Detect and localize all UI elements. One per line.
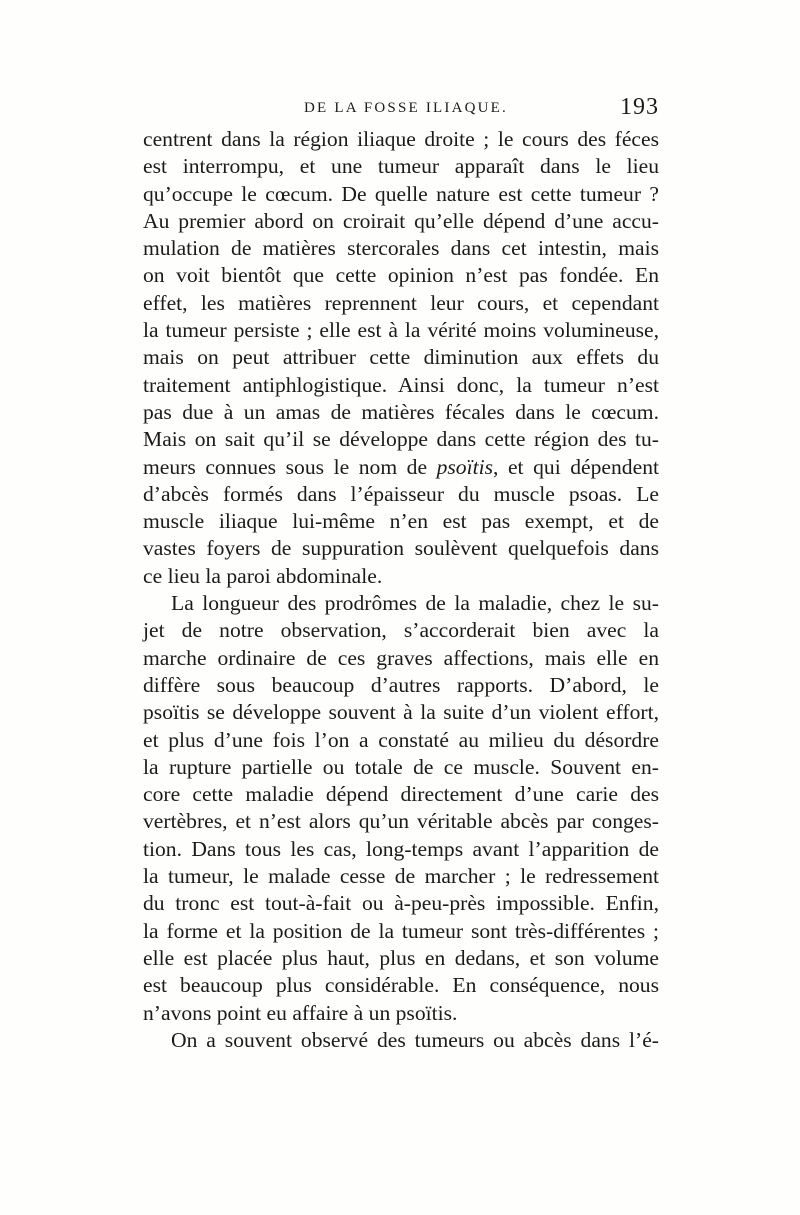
paragraph-start-line: La longueur des prodrômes de la maladie, chez le su- bbox=[171, 591, 659, 616]
paragraph-end-line: n’avons point eu affaire à un psoïtis. bbox=[143, 1000, 458, 1025]
text-line: du tronc est tout-à-fait ou à-peu-près impossible. Enfin, bbox=[143, 891, 659, 916]
text-line: marche ordinaire de ces graves affections, mais elle en bbox=[143, 645, 659, 670]
running-head bbox=[143, 94, 659, 124]
text-line: effet, les matières reprennent leur cours, et cependant bbox=[143, 290, 659, 315]
text-line: la tumeur, le malade cesse de marcher ; le redressement bbox=[143, 864, 659, 889]
text-line: on voit bientôt que cette opinion n’est pas fondée. En bbox=[143, 263, 659, 288]
italic-term: psoïtis bbox=[436, 454, 494, 479]
text-line: est interrompu, et une tumeur apparaît dans le lieu bbox=[143, 154, 659, 179]
text-line: Mais on sait qu’il se développe dans cette région des tu- bbox=[143, 427, 659, 452]
text-line: core cette maladie dépend directement d’une carie des bbox=[143, 782, 659, 807]
text-line: vastes foyers de suppuration soulèvent quelquefois dans bbox=[143, 536, 659, 561]
paragraph-start-line: On a souvent observé des tumeurs ou abcès dans l’é- bbox=[171, 1027, 659, 1052]
text-line: Au premier abord on croirait qu’elle dépend d’une accu- bbox=[143, 208, 659, 233]
text-line: la tumeur persiste ; elle est à la vérité moins volumineuse, bbox=[143, 318, 659, 343]
text-line: vertèbres, et n’est alors qu’un véritable abcès par conges- bbox=[143, 809, 659, 834]
text-line: mais on peut attribuer cette diminution aux effets du bbox=[143, 345, 659, 370]
paragraph-end-line: ce lieu la paroi abdominale. bbox=[143, 563, 383, 588]
text-line: d’abcès formés dans l’épaisseur du muscle psoas. Le bbox=[143, 481, 659, 506]
text-line: muscle iliaque lui-même n’en est pas exempt, et de bbox=[143, 509, 659, 534]
text-line: mulation de matières stercorales dans cet intestin, mais bbox=[143, 236, 659, 261]
body-text bbox=[143, 126, 659, 1054]
text-line: pas due à un amas de matières fécales dans le cœcum. bbox=[143, 399, 659, 424]
text-line: elle est placée plus haut, plus en dedans, et son volume bbox=[143, 945, 659, 970]
text-line: la rupture partielle ou totale de ce muscle. Souvent en- bbox=[143, 754, 659, 779]
text-line: la forme et la position de la tumeur sont très-différentes ; bbox=[143, 918, 659, 943]
text-line: diffère sous beaucoup d’autres rapports. D’abord, le bbox=[143, 672, 659, 697]
text-line: qu’occupe le cœcum. De quelle nature est cette tumeur ? bbox=[143, 181, 659, 206]
text-line: est beaucoup plus considérable. En conséquence, nous bbox=[143, 973, 659, 998]
text-line: et plus d’une fois l’on a constaté au milieu du désordre bbox=[143, 727, 659, 752]
text-line: psoïtis se développe souvent à la suite d’un violent effort, bbox=[143, 700, 659, 725]
text-line-with-italic: meurs connues sous le nom de psoïtis, et qui dépendent bbox=[143, 454, 659, 479]
page-number: 193 bbox=[620, 94, 659, 120]
text-line: jet de notre observation, s’accorderait bien avec la bbox=[143, 618, 659, 643]
text-line: traitement antiphlogistique. Ainsi donc, la tumeur n’est bbox=[143, 372, 659, 397]
running-title: DE LA FOSSE ILIAQUE. bbox=[304, 100, 508, 116]
text-line: centrent dans la région iliaque droite ; le cours des féces bbox=[143, 127, 659, 151]
text-line: tion. Dans tous les cas, long-temps avant l’apparition de bbox=[143, 836, 659, 861]
